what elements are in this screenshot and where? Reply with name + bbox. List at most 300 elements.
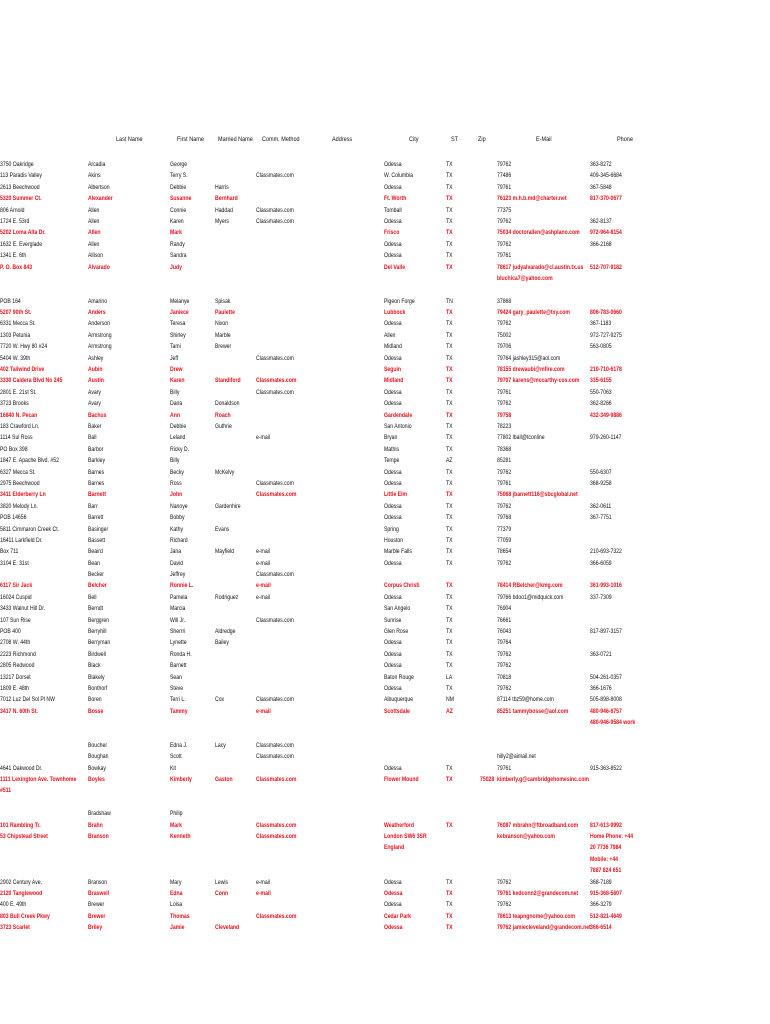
cell-address: 13217 Dorset — [0, 673, 31, 681]
cell-last: Branson — [88, 833, 109, 841]
cell-first: Jeffrey — [170, 571, 186, 579]
cell-city: San Angelo — [384, 605, 411, 613]
cell-st: TX — [446, 582, 453, 590]
cell-zip: 75028 — [480, 776, 495, 784]
cell-married: Rodriguez — [215, 593, 239, 601]
cell-address: 803 Bull Creek Pkwy — [0, 912, 50, 920]
cell-address: 101 Rambling Tr. — [0, 821, 41, 829]
cell-email: 79762 — [497, 320, 512, 328]
cell-first: George — [170, 161, 188, 168]
table-row — [0, 808, 770, 819]
cell-first: Steve — [170, 684, 184, 692]
cell-email: 77375 — [497, 206, 512, 214]
cell-city: Mathis — [384, 445, 400, 453]
cell-email: 79762 — [497, 240, 512, 248]
cell-address: 1809 E. 48th — [0, 684, 30, 692]
table-row — [0, 421, 770, 432]
cell-st: TX — [446, 183, 453, 191]
cell-first: Jana — [170, 548, 182, 556]
cell-first: Kimberly — [170, 776, 192, 784]
table-row — [0, 227, 770, 238]
cell-email: 79762 — [497, 878, 512, 886]
cell-first: Loisa — [170, 901, 183, 909]
cell-first: Richard — [170, 536, 188, 544]
cell-married: Lewis — [215, 878, 229, 886]
cell-city: Ft. Worth — [384, 195, 407, 203]
cell-email: 78155 drewaubi@mfire.com — [497, 366, 565, 374]
table-row — [0, 774, 770, 785]
cell-last: Avary — [88, 400, 101, 408]
cell-city: Odessa — [384, 764, 402, 772]
cell-last: Bean — [88, 559, 100, 567]
table-row — [0, 615, 770, 626]
table-row — [0, 535, 770, 546]
cell-address: 5811 Cimmaron Creek Ct. — [0, 525, 60, 533]
cell-phone: 361-993-1016 — [590, 582, 622, 590]
cell-city: Odessa — [384, 183, 402, 191]
cell-first: Mary — [170, 878, 182, 886]
cell-first: Edna — [170, 890, 183, 897]
cell-st: TX — [446, 491, 453, 499]
cell-email: 79761 — [497, 764, 512, 772]
cell-married: Roach — [215, 411, 231, 419]
cell-first: Scott — [170, 753, 182, 761]
cell-st: TX — [446, 366, 453, 374]
row-spacer — [0, 729, 770, 740]
cell-married: Bailey — [215, 639, 229, 647]
cell-last: Braswell — [88, 890, 110, 897]
cell-city: Odessa — [384, 684, 402, 692]
cell-st: TX — [446, 479, 453, 487]
cell-last: Berndt — [88, 605, 104, 613]
cell-first: Nanoye — [170, 502, 188, 510]
cell-address: 2120 Tanglewood — [0, 890, 43, 897]
cell-first: Drew — [170, 366, 183, 374]
cell-st: TX — [446, 764, 453, 772]
cell-st: TN — [446, 297, 453, 305]
cell-email: 79762 — [497, 502, 512, 510]
header-email: E-Mail — [536, 136, 552, 143]
cell-phone: 972-964-8154 — [590, 229, 622, 237]
cell-city: Scottsdale — [384, 707, 410, 715]
cell-first: Marcia — [170, 605, 186, 613]
cell-first: Ronnie L. — [170, 582, 194, 590]
table-row — [0, 353, 770, 364]
cell-city: Odessa — [384, 650, 402, 658]
cell-city: Lubbock — [384, 309, 406, 317]
cell-city: Odessa — [384, 514, 402, 522]
cell-comm: e-mail — [256, 593, 270, 601]
cell-st: AZ — [446, 457, 453, 465]
cell-comm: Classmates.com — [256, 833, 297, 841]
cell-email: 76904 — [497, 605, 512, 613]
cell-email: 79761 — [497, 479, 512, 487]
cell-married: Standiford — [215, 377, 241, 385]
cell-last: Berryhill — [88, 628, 107, 636]
cell-first: David — [170, 559, 184, 567]
cell-phone: 480-946-6757 — [590, 707, 622, 715]
cell-address: 5320 Summer Ct. — [0, 195, 42, 203]
table-row — [0, 330, 770, 341]
cell-last: Brahn — [88, 821, 103, 829]
table-row — [0, 854, 770, 865]
cell-address: 1724 E. 53rd — [0, 217, 30, 225]
header-married-name: Married Name — [218, 136, 253, 143]
cell-married: Gaston — [215, 776, 233, 784]
cell-comm: Classmates.com — [256, 491, 297, 499]
cell-first: Ann — [170, 411, 180, 419]
cell-married: Lacy — [215, 741, 226, 749]
cell-address: 5207 90th St. — [0, 309, 32, 317]
cell-email: kimberly.g@cambridgehomesinc.com — [497, 776, 589, 784]
cell-city: Gardendale — [384, 411, 413, 419]
cell-address: 6117 Sir Jack — [0, 582, 33, 590]
cell-first: Philip — [170, 810, 183, 818]
cell-first: Edna J. — [170, 741, 188, 749]
table-row — [0, 922, 770, 933]
cell-email: hilly2@aimail.net — [497, 753, 536, 761]
cell-email: 79761 — [497, 252, 512, 260]
cell-married: Cleveland — [215, 924, 240, 932]
cell-city: Glen Rose — [384, 628, 409, 636]
cell-email: 79764 — [497, 639, 512, 647]
table-row — [0, 899, 770, 910]
cell-st: TX — [446, 502, 453, 510]
cell-phone: 512-707-9182 — [590, 263, 622, 271]
cell-last: Allen — [88, 206, 100, 214]
cell-address: 16024 Cuspid — [0, 593, 32, 601]
cell-phone: 366-6059 — [590, 559, 612, 567]
cell-phone: 480-946-9584 work — [590, 719, 636, 727]
table-row — [0, 205, 770, 216]
cell-st: TX — [446, 320, 453, 328]
table-row — [0, 341, 770, 352]
cell-first: Judy — [170, 263, 182, 271]
cell-married: Myers — [215, 217, 229, 225]
cell-phone: Home Phone: +44 — [590, 833, 634, 841]
table-row — [0, 603, 770, 614]
table-body — [0, 159, 770, 934]
cell-phone: 817-613-9992 — [590, 821, 622, 829]
table-row — [0, 398, 770, 409]
cell-phone: 817-897-3157 — [590, 628, 622, 636]
cell-city: Allen — [384, 331, 396, 339]
cell-st: TX — [446, 639, 453, 647]
cell-st: TX — [446, 229, 453, 237]
cell-last: Akins — [88, 172, 101, 180]
table-row — [0, 444, 770, 455]
cell-city: London SW6 3SR — [384, 833, 427, 841]
cell-last: Arcadia — [88, 161, 106, 168]
cell-last: Armstrong — [88, 331, 112, 339]
cell-city: Odessa — [384, 388, 402, 396]
table-row — [0, 558, 770, 569]
cell-city: Odessa — [384, 468, 402, 476]
table-row — [0, 318, 770, 329]
cell-email: 79762 — [497, 400, 512, 408]
cell-address: 7720 W. Hwy 80 #24 — [0, 343, 48, 351]
cell-phone: 366-1676 — [590, 684, 612, 692]
table-row — [0, 478, 770, 489]
cell-last: Barbor — [88, 445, 104, 453]
cell-st: TX — [446, 536, 453, 544]
cell-first: Melanye — [170, 297, 190, 305]
cell-address: 3750 Oakridge — [0, 161, 34, 168]
cell-email: 79762 — [497, 650, 512, 658]
cell-phone: 915-363-8522 — [590, 764, 622, 772]
cell-last: Bosse — [88, 707, 104, 715]
table-row — [0, 785, 770, 796]
cell-city: Little Elm — [384, 491, 408, 499]
cell-email: 79768 — [497, 514, 512, 522]
table-row — [0, 751, 770, 762]
table-row — [0, 262, 770, 273]
cell-city: England — [384, 844, 405, 852]
table-row — [0, 626, 770, 637]
header-zip: Zip — [478, 136, 486, 143]
cell-last: Anderson — [88, 320, 110, 328]
cell-email: 79762 — [497, 662, 512, 670]
table-row — [0, 170, 770, 181]
cell-first: Will Jr. — [170, 616, 186, 624]
cell-city: Odessa — [384, 161, 402, 168]
cell-last: Amarino — [88, 297, 108, 305]
cell-st: TX — [446, 878, 453, 886]
cell-st: NM — [446, 696, 454, 704]
cell-phone: 368-9258 — [590, 479, 612, 487]
cell-city: Odessa — [384, 901, 402, 909]
cell-email: 79707 karens@mccarthy-cos.com — [497, 377, 580, 385]
table-row — [0, 432, 770, 443]
cell-city: San Antonio — [384, 422, 412, 430]
cell-married: Bernhard — [215, 195, 238, 203]
cell-email: 78613 teapngnome@yahoo.com — [497, 912, 576, 920]
cell-address: 6331 Mecca St. — [0, 320, 36, 328]
cell-phone: 550-7063 — [590, 388, 612, 396]
cell-first: Billy — [170, 457, 180, 465]
cell-first: Debbie — [170, 422, 187, 430]
cell-email: 78223 — [497, 422, 512, 430]
cell-married: Aldredge — [215, 628, 236, 636]
cell-phone: 362-8137 — [590, 217, 612, 225]
cell-address: 2223 Richmond — [0, 650, 36, 658]
cell-first: Bobby — [170, 514, 185, 522]
cell-address: 53 Chipstead Street — [0, 833, 48, 841]
cell-last: Anders — [88, 309, 106, 317]
cell-married: Guthrie — [215, 422, 232, 430]
cell-address: PO Box 398 — [0, 445, 28, 453]
cell-last: Bradshaw — [88, 810, 111, 818]
cell-first: Teresa — [170, 320, 186, 328]
cell-last: Brewer — [88, 912, 106, 920]
cell-email: 70818 — [497, 673, 512, 681]
table-row — [0, 546, 770, 557]
cell-comm: Classmates.com — [256, 753, 294, 761]
cell-address: POB 400 — [0, 628, 21, 636]
cell-first: Mark — [170, 229, 182, 237]
table-row — [0, 364, 770, 375]
cell-first: Kathy — [170, 525, 184, 533]
cell-first: Terri L. — [170, 696, 186, 704]
cell-st: TX — [446, 388, 453, 396]
cell-phone: 363-8272 — [590, 161, 612, 168]
cell-address: 2708 W. 44th — [0, 639, 31, 647]
cell-address: 183 Crawford Ln. — [0, 422, 40, 430]
cell-city: Tempe — [384, 457, 400, 465]
cell-last: Armstrong — [88, 343, 112, 351]
cell-phone: 366-3279 — [590, 901, 612, 909]
cell-phone: 563-0805 — [590, 343, 612, 351]
cell-last: Boucher — [88, 741, 108, 749]
cell-last: Beaird — [88, 548, 103, 556]
cell-married: Nixon — [215, 320, 229, 328]
cell-email: 79424 gary_paulette@txy.com — [497, 309, 570, 317]
cell-st: TX — [446, 650, 453, 658]
cell-last: Berryman — [88, 639, 111, 647]
cell-comm: Classmates.com — [256, 912, 297, 920]
cell-phone: 367-7751 — [590, 514, 612, 522]
cell-married: Marble — [215, 331, 231, 339]
row-spacer — [0, 284, 770, 295]
cell-first: Ross — [170, 479, 182, 487]
cell-last: Allen — [88, 229, 101, 237]
cell-address: 1114 Sul Ross — [0, 434, 33, 442]
cell-st: TX — [446, 400, 453, 408]
table-row — [0, 569, 770, 580]
cell-last: Barkley — [88, 457, 106, 465]
cell-city: Odessa — [384, 240, 402, 248]
cell-comm: e-mail — [256, 878, 270, 886]
cell-last: Bell — [88, 593, 97, 601]
table-row — [0, 501, 770, 512]
cell-first: Connie — [170, 206, 187, 214]
cell-first: Tammy — [170, 707, 188, 715]
cell-st: TX — [446, 331, 453, 339]
cell-comm: Classmates.com — [256, 172, 294, 180]
cell-address: POB 164 — [0, 297, 21, 305]
cell-phone: 362-0611 — [590, 502, 612, 510]
cell-last: Branson — [88, 878, 108, 886]
cell-comm: e-mail — [256, 582, 271, 590]
cell-city: Marble Falls — [384, 548, 412, 556]
cell-city: Midland — [384, 343, 402, 351]
cell-last: Alvarado — [88, 263, 110, 271]
cell-last: Bowkay — [88, 764, 106, 772]
cell-email: 75034 doctorallen@ashplano.com — [497, 229, 580, 237]
cell-first: Ricky D. — [170, 445, 190, 453]
cell-address: 2805 Redwood — [0, 662, 35, 670]
table-row — [0, 250, 770, 261]
cell-email: 75068 jbarnett116@sbcglobal.net — [497, 491, 578, 499]
cell-last: Barnes — [88, 479, 105, 487]
cell-first: Terry S. — [170, 172, 188, 180]
cell-address: 1303 Petunia — [0, 331, 31, 339]
cell-st: TX — [446, 628, 453, 636]
table-row — [0, 649, 770, 660]
cell-married: Spisak — [215, 297, 231, 305]
cell-first: Dana — [170, 400, 183, 408]
cell-city: Odessa — [384, 479, 402, 487]
cell-email: 76043 — [497, 628, 512, 636]
cell-city: Odessa — [384, 217, 402, 225]
cell-st: TX — [446, 593, 453, 601]
cell-last: Albertson — [88, 183, 110, 191]
cell-email: 77486 — [497, 172, 512, 180]
cell-email: 76123 m.h.b.md@charter.net — [497, 195, 567, 203]
table-row — [0, 683, 770, 694]
table-row — [0, 672, 770, 683]
cell-comm: e-mail — [256, 890, 271, 897]
table-row — [0, 524, 770, 535]
cell-city: Seguin — [384, 366, 402, 374]
table-row — [0, 239, 770, 250]
cell-st: TX — [446, 776, 453, 784]
cell-st: TX — [446, 616, 453, 624]
cell-last: Brewer — [88, 901, 105, 909]
cell-city: Corpus Christi — [384, 582, 420, 590]
cell-email: 79762 — [497, 161, 512, 168]
table-row — [0, 216, 770, 227]
cell-last: Blakely — [88, 673, 105, 681]
cell-address: 4641 Oakwood Dr. — [0, 764, 43, 772]
cell-last: Allison — [88, 252, 104, 260]
cell-email: 79761 kedconn2@grandecom.net — [497, 890, 579, 897]
table-row — [0, 296, 770, 307]
table-row — [0, 489, 770, 500]
table-row — [0, 592, 770, 603]
cell-email: 79706 — [497, 343, 512, 351]
cell-email: 77059 — [497, 536, 512, 544]
cell-phone: 368-7189 — [590, 878, 612, 886]
cell-last: Basinger — [88, 525, 109, 533]
cell-email: 78617 judyalvarado@cl.austin.tx.us — [497, 263, 584, 271]
cell-st: TX — [446, 890, 453, 897]
header-address: Address — [332, 136, 353, 143]
cell-comm: Classmates.com — [256, 696, 294, 704]
table-row — [0, 455, 770, 466]
cell-married: Brewer — [215, 343, 232, 351]
cell-first: Jamie — [170, 924, 185, 932]
table-row — [0, 717, 770, 728]
cell-last: Berggren — [88, 616, 110, 624]
cell-first: Randy — [170, 240, 185, 248]
cell-city: Odessa — [384, 320, 402, 328]
cell-first: Jeff — [170, 354, 179, 362]
row-spacer — [0, 797, 770, 808]
table-row — [0, 865, 770, 876]
cell-phone: 432-349-9886 — [590, 411, 622, 419]
cell-address: 1632 E. Everglade — [0, 240, 43, 248]
cell-address: 3417 N. 60th St. — [0, 707, 38, 715]
cell-st: TX — [446, 343, 453, 351]
cell-address: 107 Sun Rise — [0, 616, 31, 624]
cell-st: TX — [446, 605, 453, 613]
cell-st: TX — [446, 514, 453, 522]
table-row — [0, 307, 770, 318]
cell-phone: 366-6514 — [590, 924, 612, 932]
cell-st: TX — [446, 240, 453, 248]
table-row — [0, 694, 770, 705]
cell-last: Briley — [88, 924, 103, 932]
cell-st: TX — [446, 901, 453, 909]
cell-last: Belcher — [88, 582, 107, 590]
table-row — [0, 182, 770, 193]
header-last-name: Last Name — [116, 136, 143, 143]
table-row — [0, 273, 770, 284]
cell-first: Pamela — [170, 593, 188, 601]
cell-phone: 363-0721 — [590, 650, 612, 658]
cell-first: Sean — [170, 673, 182, 681]
